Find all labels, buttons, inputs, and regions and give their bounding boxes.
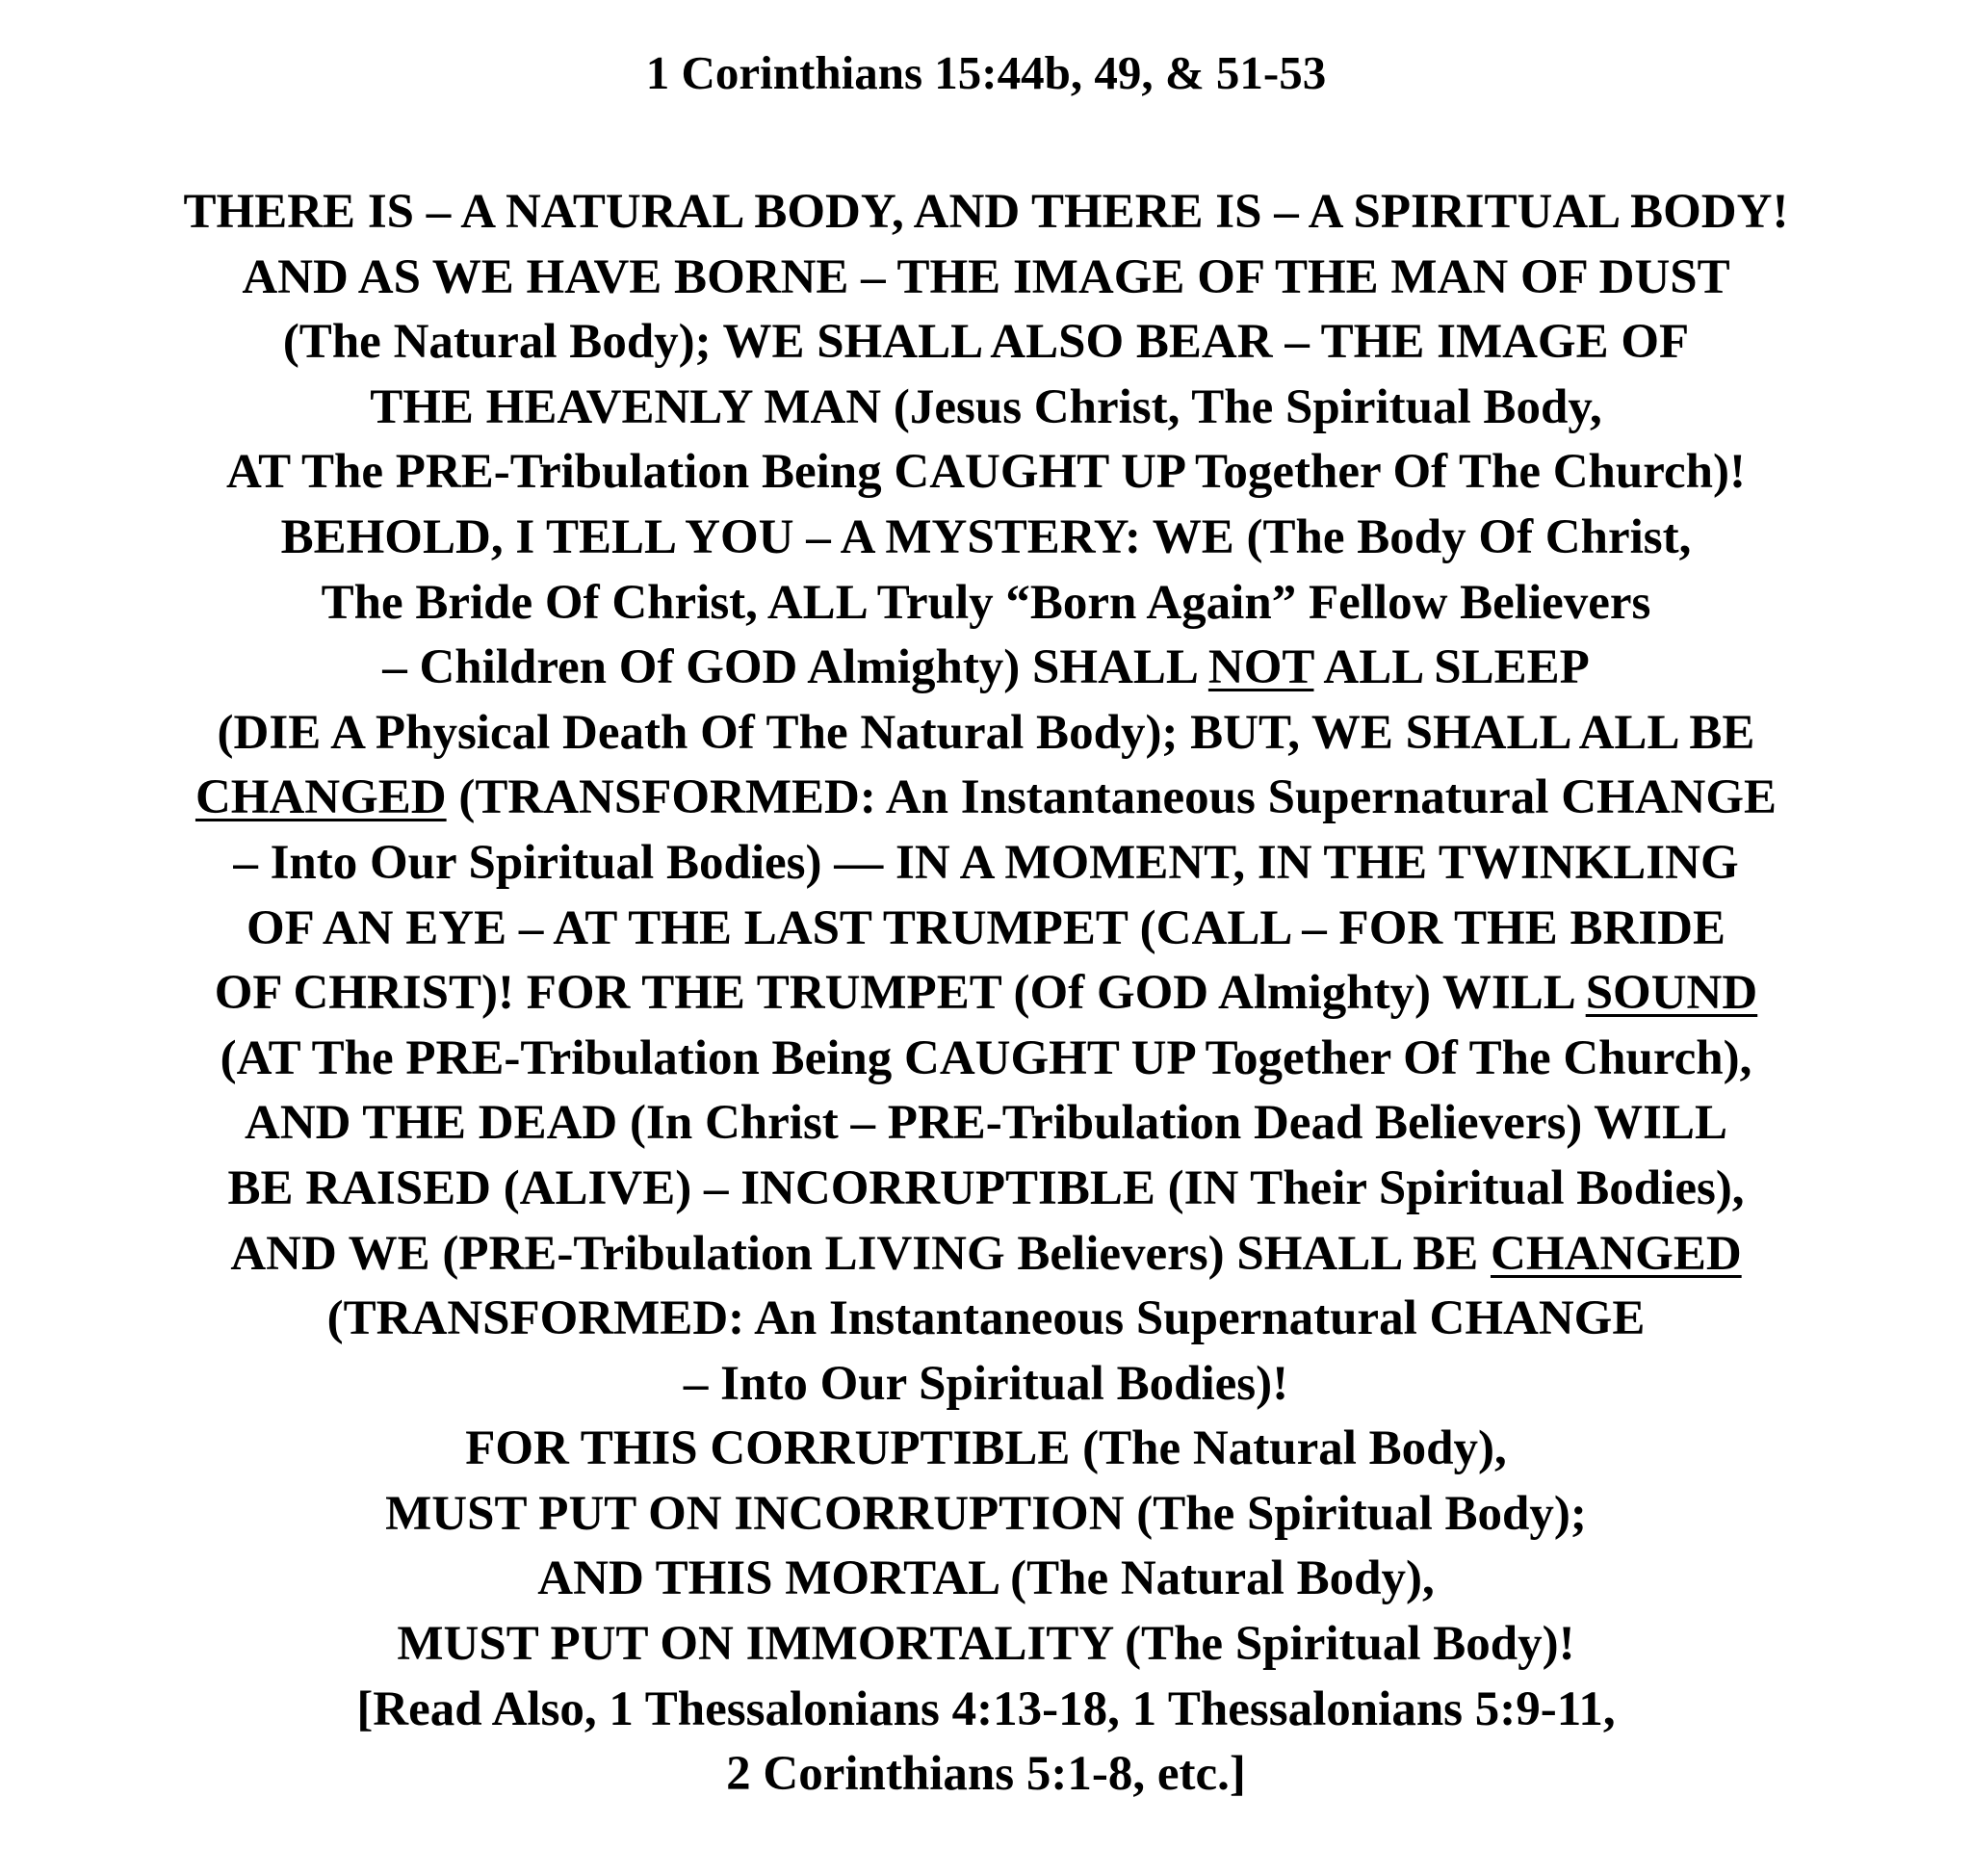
underlined-word-not: NOT [1207, 640, 1314, 695]
underlined-word-changed: CHANGED [195, 770, 447, 825]
line-text-after: ALL SLEEP [1313, 640, 1590, 695]
line-text: – Into Our Spiritual Bodies)! [683, 1356, 1289, 1411]
line-text: – Into Our Spiritual Bodies) — IN A MOMENT, IN THE TWINKLING [233, 835, 1739, 890]
text-line-9 [0, 701, 1972, 767]
line-text: MUST PUT ON IMMORTALITY (The Spiritual Body)! [397, 1617, 1575, 1672]
text-line-7 [0, 571, 1972, 637]
text-line-22 [0, 1547, 1972, 1612]
line-text: [Read Also, 1 Thessalonians 4:13-18, 1 Thessalonians 5:9-11, [356, 1681, 1616, 1736]
text-line-15 [0, 1091, 1972, 1157]
line-text: (TRANSFORMED: An Instantaneous Supernatural CHANGE [326, 1291, 1646, 1346]
text-line-12 [0, 897, 1972, 962]
line-text: BE RAISED (ALIVE) – INCORRUPTIBLE (IN Their Spiritual Bodies), [227, 1160, 1745, 1215]
text-line-13 [0, 961, 1972, 1027]
text-line-5 [0, 440, 1972, 506]
text-line-17 [0, 1222, 1972, 1288]
text-line-8 [0, 636, 1972, 701]
line-text: 2 Corinthians 5:1-8, etc.] [726, 1747, 1246, 1802]
title-spacer [0, 110, 1972, 180]
text-line-11 [0, 831, 1972, 897]
text-line-2 [0, 246, 1972, 311]
text-line-18 [0, 1287, 1972, 1352]
line-text: OF AN EYE – AT THE LAST TRUMPET (CALL – FOR THE BRIDE [246, 900, 1726, 955]
line-text: The Bride Of Christ, ALL Truly “Born Again” Fellow Believers [321, 575, 1651, 630]
text-line-23 [0, 1612, 1972, 1678]
underlined-word-sound: SOUND [1585, 966, 1758, 1021]
underlined-word-changed: CHANGED [1490, 1226, 1742, 1281]
line-text: BEHOLD, I TELL YOU – A MYSTERY: WE (The Body Of Christ, [280, 509, 1692, 564]
line-text: OF CHRIST)! FOR THE TRUMPET (Of GOD Almighty) WILL [214, 966, 1586, 1021]
text-line-1 [0, 180, 1972, 246]
line-text: MUST PUT ON INCORRUPTION (The Spiritual Body); [385, 1486, 1587, 1541]
text-line-21 [0, 1482, 1972, 1548]
line-text-after: (TRANSFORMED: An Instantaneous Supernatural CHANGE [446, 770, 1777, 825]
line-text: FOR THIS CORRUPTIBLE (The Natural Body), [465, 1421, 1507, 1476]
line-text: (AT The PRE-Tribulation Being CAUGHT UP Together Of The Church), [220, 1030, 1752, 1085]
line-text: – Children Of GOD Almighty) SHALL [382, 640, 1208, 695]
page-title: 1 Corinthians 15:44b, 49, & 51-53 [645, 46, 1327, 99]
line-text: AND AS WE HAVE BORNE – THE IMAGE OF THE MAN OF DUST [242, 249, 1730, 304]
text-line-24 [0, 1678, 1972, 1743]
text-line-16 [0, 1157, 1972, 1222]
text-line-25 [0, 1742, 1972, 1808]
text-line-10 [0, 766, 1972, 831]
line-text: AND THIS MORTAL (The Natural Body), [537, 1551, 1435, 1606]
text-line-4 [0, 376, 1972, 441]
line-text: AND WE (PRE-Tribulation LIVING Believers) SHALL BE [230, 1226, 1491, 1281]
text-line-19 [0, 1352, 1972, 1418]
line-text: THERE IS – A NATURAL BODY, AND THERE IS – A SPIRITUAL BODY! [183, 185, 1789, 239]
line-text: AND THE DEAD (In Christ – PRE-Tribulation Dead Believers) WILL [244, 1096, 1727, 1151]
text-line-3 [0, 310, 1972, 376]
text-line-20 [0, 1417, 1972, 1482]
line-text: AT The PRE-Tribulation Being CAUGHT UP Together Of The Church)! [226, 445, 1746, 500]
line-text: (The Natural Body); WE SHALL ALSO BEAR – THE IMAGE OF [282, 315, 1690, 370]
line-text: (DIE A Physical Death Of The Natural Body); BUT, WE SHALL ALL BE [217, 705, 1755, 760]
text-line-6 [0, 506, 1972, 571]
text-line-14 [0, 1027, 1972, 1092]
line-text: THE HEAVENLY MAN (Jesus Christ, The Spiritual Body, [370, 379, 1602, 434]
